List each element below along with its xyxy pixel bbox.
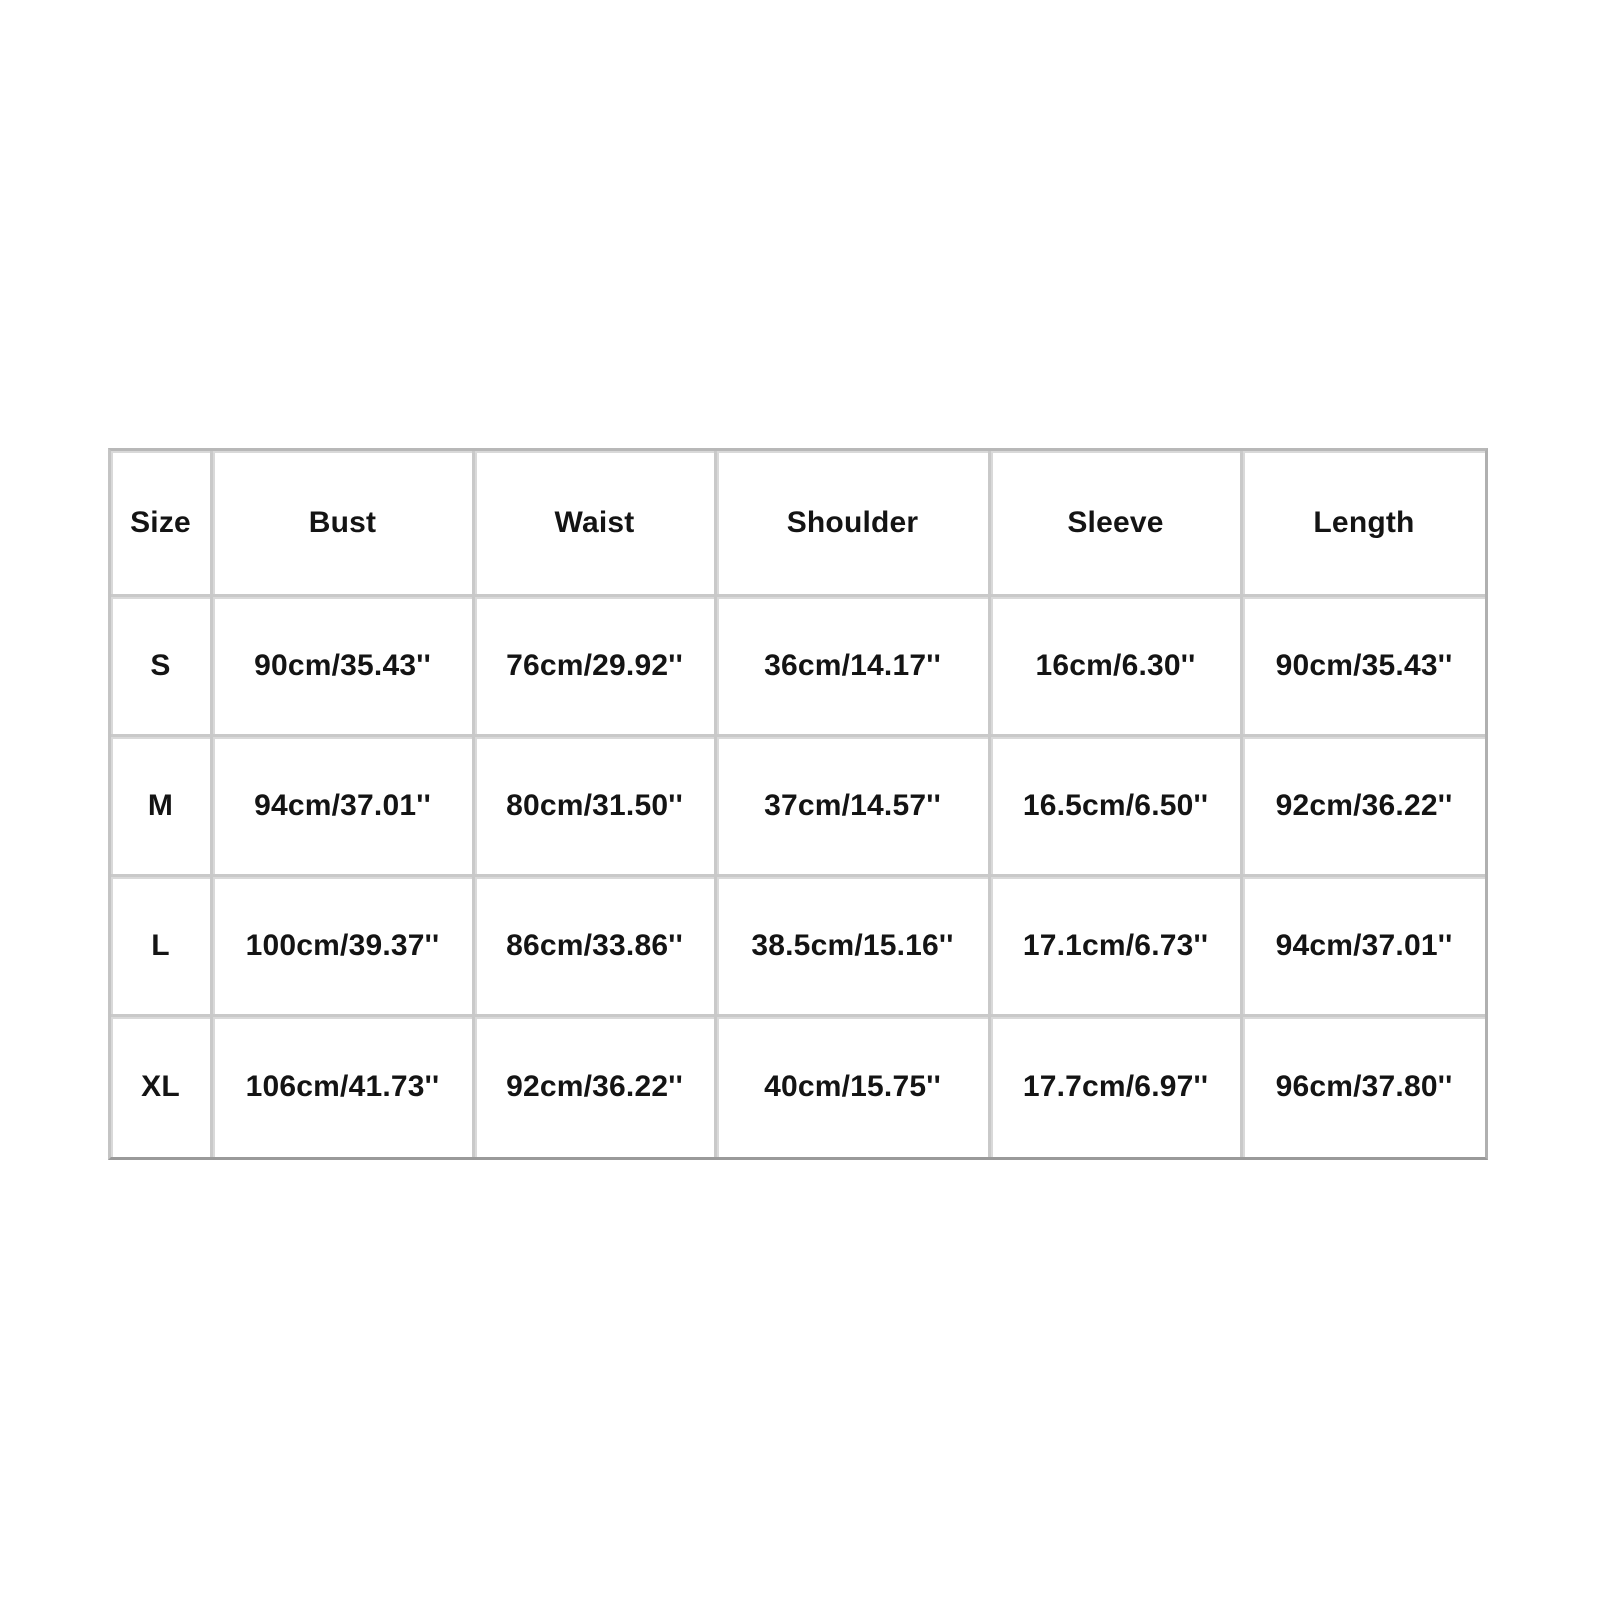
- table-row: [111, 597, 1485, 737]
- shoulder-cell: 38.5cm/15.16'': [717, 877, 991, 1017]
- header-sleeve: Sleeve: [991, 451, 1243, 597]
- header-row: [111, 451, 1485, 597]
- sleeve-cell: 16cm/6.30'': [991, 597, 1243, 737]
- shoulder-cell: 36cm/14.17'': [717, 597, 991, 737]
- length-cell: 90cm/35.43'': [1243, 597, 1485, 737]
- waist-cell: 76cm/29.92'': [475, 597, 717, 737]
- bust-cell: 106cm/41.73'': [213, 1017, 475, 1157]
- table-row: [111, 737, 1485, 877]
- bust-cell: 90cm/35.43'': [213, 597, 475, 737]
- sleeve-cell: 17.7cm/6.97'': [991, 1017, 1243, 1157]
- size-cell: XL: [111, 1017, 213, 1157]
- sleeve-cell: 17.1cm/6.73'': [991, 877, 1243, 1017]
- table-row: [111, 1017, 1485, 1157]
- waist-cell: 86cm/33.86'': [475, 877, 717, 1017]
- bust-cell: 100cm/39.37'': [213, 877, 475, 1017]
- header-length: Length: [1243, 451, 1485, 597]
- size-cell: L: [111, 877, 213, 1017]
- shoulder-cell: 40cm/15.75'': [717, 1017, 991, 1157]
- size-cell: M: [111, 737, 213, 877]
- length-cell: 94cm/37.01'': [1243, 877, 1485, 1017]
- waist-cell: 80cm/31.50'': [475, 737, 717, 877]
- bust-cell: 94cm/37.01'': [213, 737, 475, 877]
- length-cell: 96cm/37.80'': [1243, 1017, 1485, 1157]
- header-bust: Bust: [213, 451, 475, 597]
- waist-cell: 92cm/36.22'': [475, 1017, 717, 1157]
- table-row: [111, 877, 1485, 1017]
- size-cell: S: [111, 597, 213, 737]
- header-shoulder: Shoulder: [717, 451, 991, 597]
- size-chart-table: [108, 448, 1488, 1160]
- header-waist: Waist: [475, 451, 717, 597]
- sleeve-cell: 16.5cm/6.50'': [991, 737, 1243, 877]
- length-cell: 92cm/36.22'': [1243, 737, 1485, 877]
- header-size: Size: [111, 451, 213, 597]
- shoulder-cell: 37cm/14.57'': [717, 737, 991, 877]
